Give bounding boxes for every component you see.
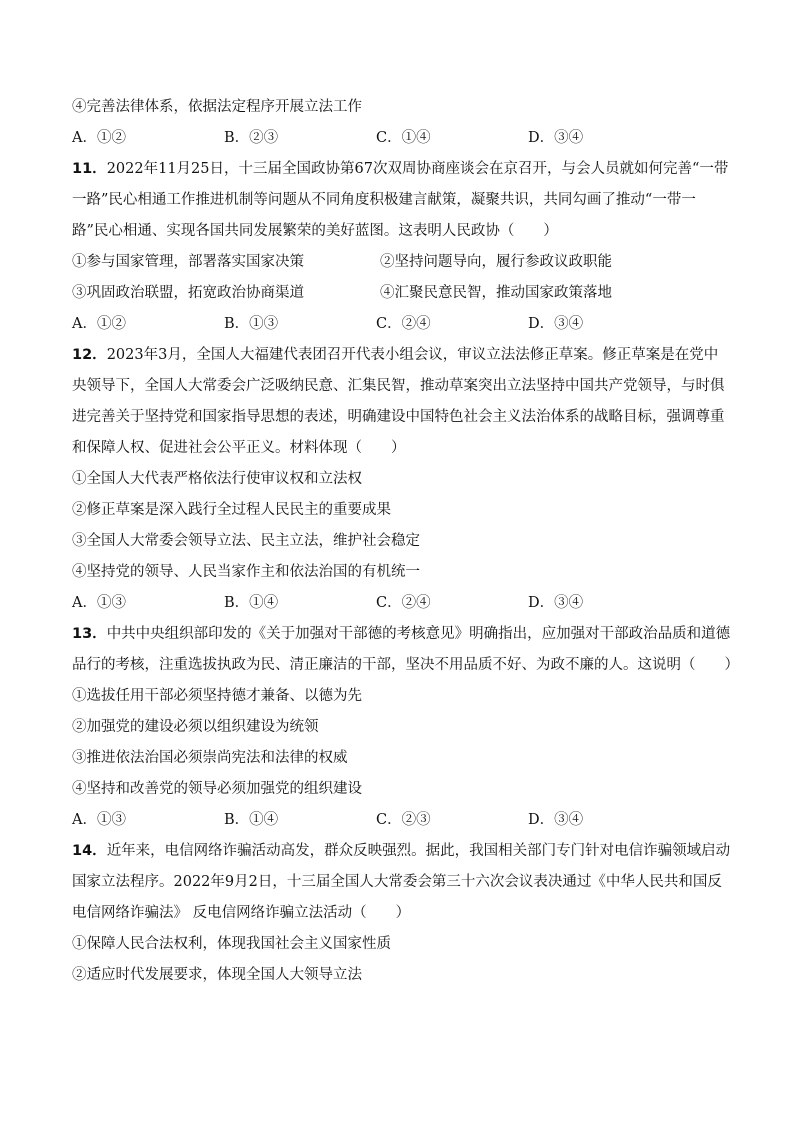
- option-d: D．③④: [528, 316, 584, 332]
- question-number: 14．: [72, 843, 107, 859]
- option-b: B．①④: [224, 812, 279, 828]
- question-13-options: [72, 805, 732, 836]
- statement-3: ③推进依法治国必须崇尚宪法和法律的权威: [72, 750, 348, 766]
- statement-2: ②修正草案是深入践行全过程人民民主的重要成果: [72, 502, 391, 518]
- question-11-options: [72, 309, 732, 340]
- statement-1: ①全国人大代表严格依法行使审议权和立法权: [72, 471, 362, 487]
- question-text: 2023年3月，全国人大福建代表团召开代表小组会议，审议立法法修正草案。修正草案是在党中央领导下，全国人大常委会广泛吸纳民意、汇集民智，推动草案突出立法坚持中国共产党领导，与时俱进完善关于坚持党和国家指导思想的表述，明确建设中国特色社会主义法治体系的战略目标，强调尊重和保障人权、促进社会公平正义。材料体现（ ）: [72, 347, 725, 456]
- option-c: C．①④: [376, 130, 431, 146]
- carry-over-options: [72, 123, 732, 154]
- option-a: A．①②: [72, 316, 126, 332]
- statement-2: ②加强党的建设必须以组织建设为统领: [72, 719, 319, 735]
- question-14-stem: [72, 836, 732, 929]
- question-text: 中共中央组织部印发的《关于加强对干部德的考核意见》明确指出，应加强对干部政治品质和道德品行的考核，注重选拔执政为民、清正廉洁的干部，坚决不用品质不好、为政不廉的人。这说明（ ）: [72, 626, 739, 673]
- statement-3: ③巩固政治联盟，拓宽政治协商渠道: [72, 285, 304, 301]
- question-12-options: [72, 588, 732, 619]
- question-11-stem: [72, 154, 732, 247]
- option-d: D．③④: [528, 130, 584, 146]
- question-number: 13．: [72, 626, 107, 642]
- question-number: 12．: [72, 347, 107, 363]
- statement-4: ④坚持党的领导、人民当家作主和依法治国的有机统一: [72, 564, 420, 580]
- question-12-stem: [72, 340, 732, 464]
- question-text: 2022年11月25日，十三届全国政协第67次双周协商座谈会在京召开，与会人员就如何完善“一带一路”民心相通工作推进机制等问题从不同角度积极建言献策，凝聚共识，共同勾画了推动“一带一路”民心相通、实现各国共同发展繁荣的美好蓝图。这表明人民政协（ ）: [72, 161, 729, 239]
- option-a: A．①②: [72, 130, 126, 146]
- carry-over-statement-4: ④完善法律体系，依据法定程序开展立法工作: [72, 99, 362, 115]
- option-a: A．①③: [72, 812, 126, 828]
- option-b: B．②③: [224, 130, 279, 146]
- option-c: C．②④: [376, 316, 431, 332]
- option-b: B．①④: [224, 595, 279, 611]
- exam-page: [72, 92, 739, 991]
- question-number: 11．: [72, 161, 107, 177]
- option-b: B．①③: [224, 316, 279, 332]
- statement-2: ②坚持问题导向，履行参政议政职能: [380, 254, 612, 270]
- question-11-statements-row-1: [72, 247, 732, 278]
- statement-1: ①保障人民合法权利，体现我国社会主义国家性质: [72, 936, 391, 952]
- question-13-stem: [72, 619, 739, 681]
- option-d: D．③④: [528, 595, 584, 611]
- option-a: A．①③: [72, 595, 126, 611]
- statement-3: ③全国人大常委会领导立法、民主立法，维护社会稳定: [72, 533, 420, 549]
- statement-2: ②适应时代发展要求，体现全国人大领导立法: [72, 967, 362, 983]
- option-c: C．②④: [376, 595, 431, 611]
- statement-1: ①参与国家管理，部署落实国家决策: [72, 254, 304, 270]
- statement-1: ①选拔任用干部必须坚持德才兼备、以德为先: [72, 688, 362, 704]
- question-text: 近年来，电信网络诈骗活动高发，群众反映强烈。据此，我国相关部门专门针对电信诈骗领域启动国家立法程序。2022年9月2日，十三届全国人大常委会第三十六次会议表决通过《中华人民共和国反电信网络诈骗法》 反电信网络诈骗立法活动（ ）: [72, 843, 731, 921]
- statement-4: ④坚持和改善党的领导必须加强党的组织建设: [72, 781, 362, 797]
- question-11-statements-row-2: [72, 278, 732, 309]
- option-c: C．②③: [376, 812, 431, 828]
- option-d: D．③④: [528, 812, 584, 828]
- statement-4: ④汇聚民意民智，推动国家政策落地: [380, 285, 612, 301]
